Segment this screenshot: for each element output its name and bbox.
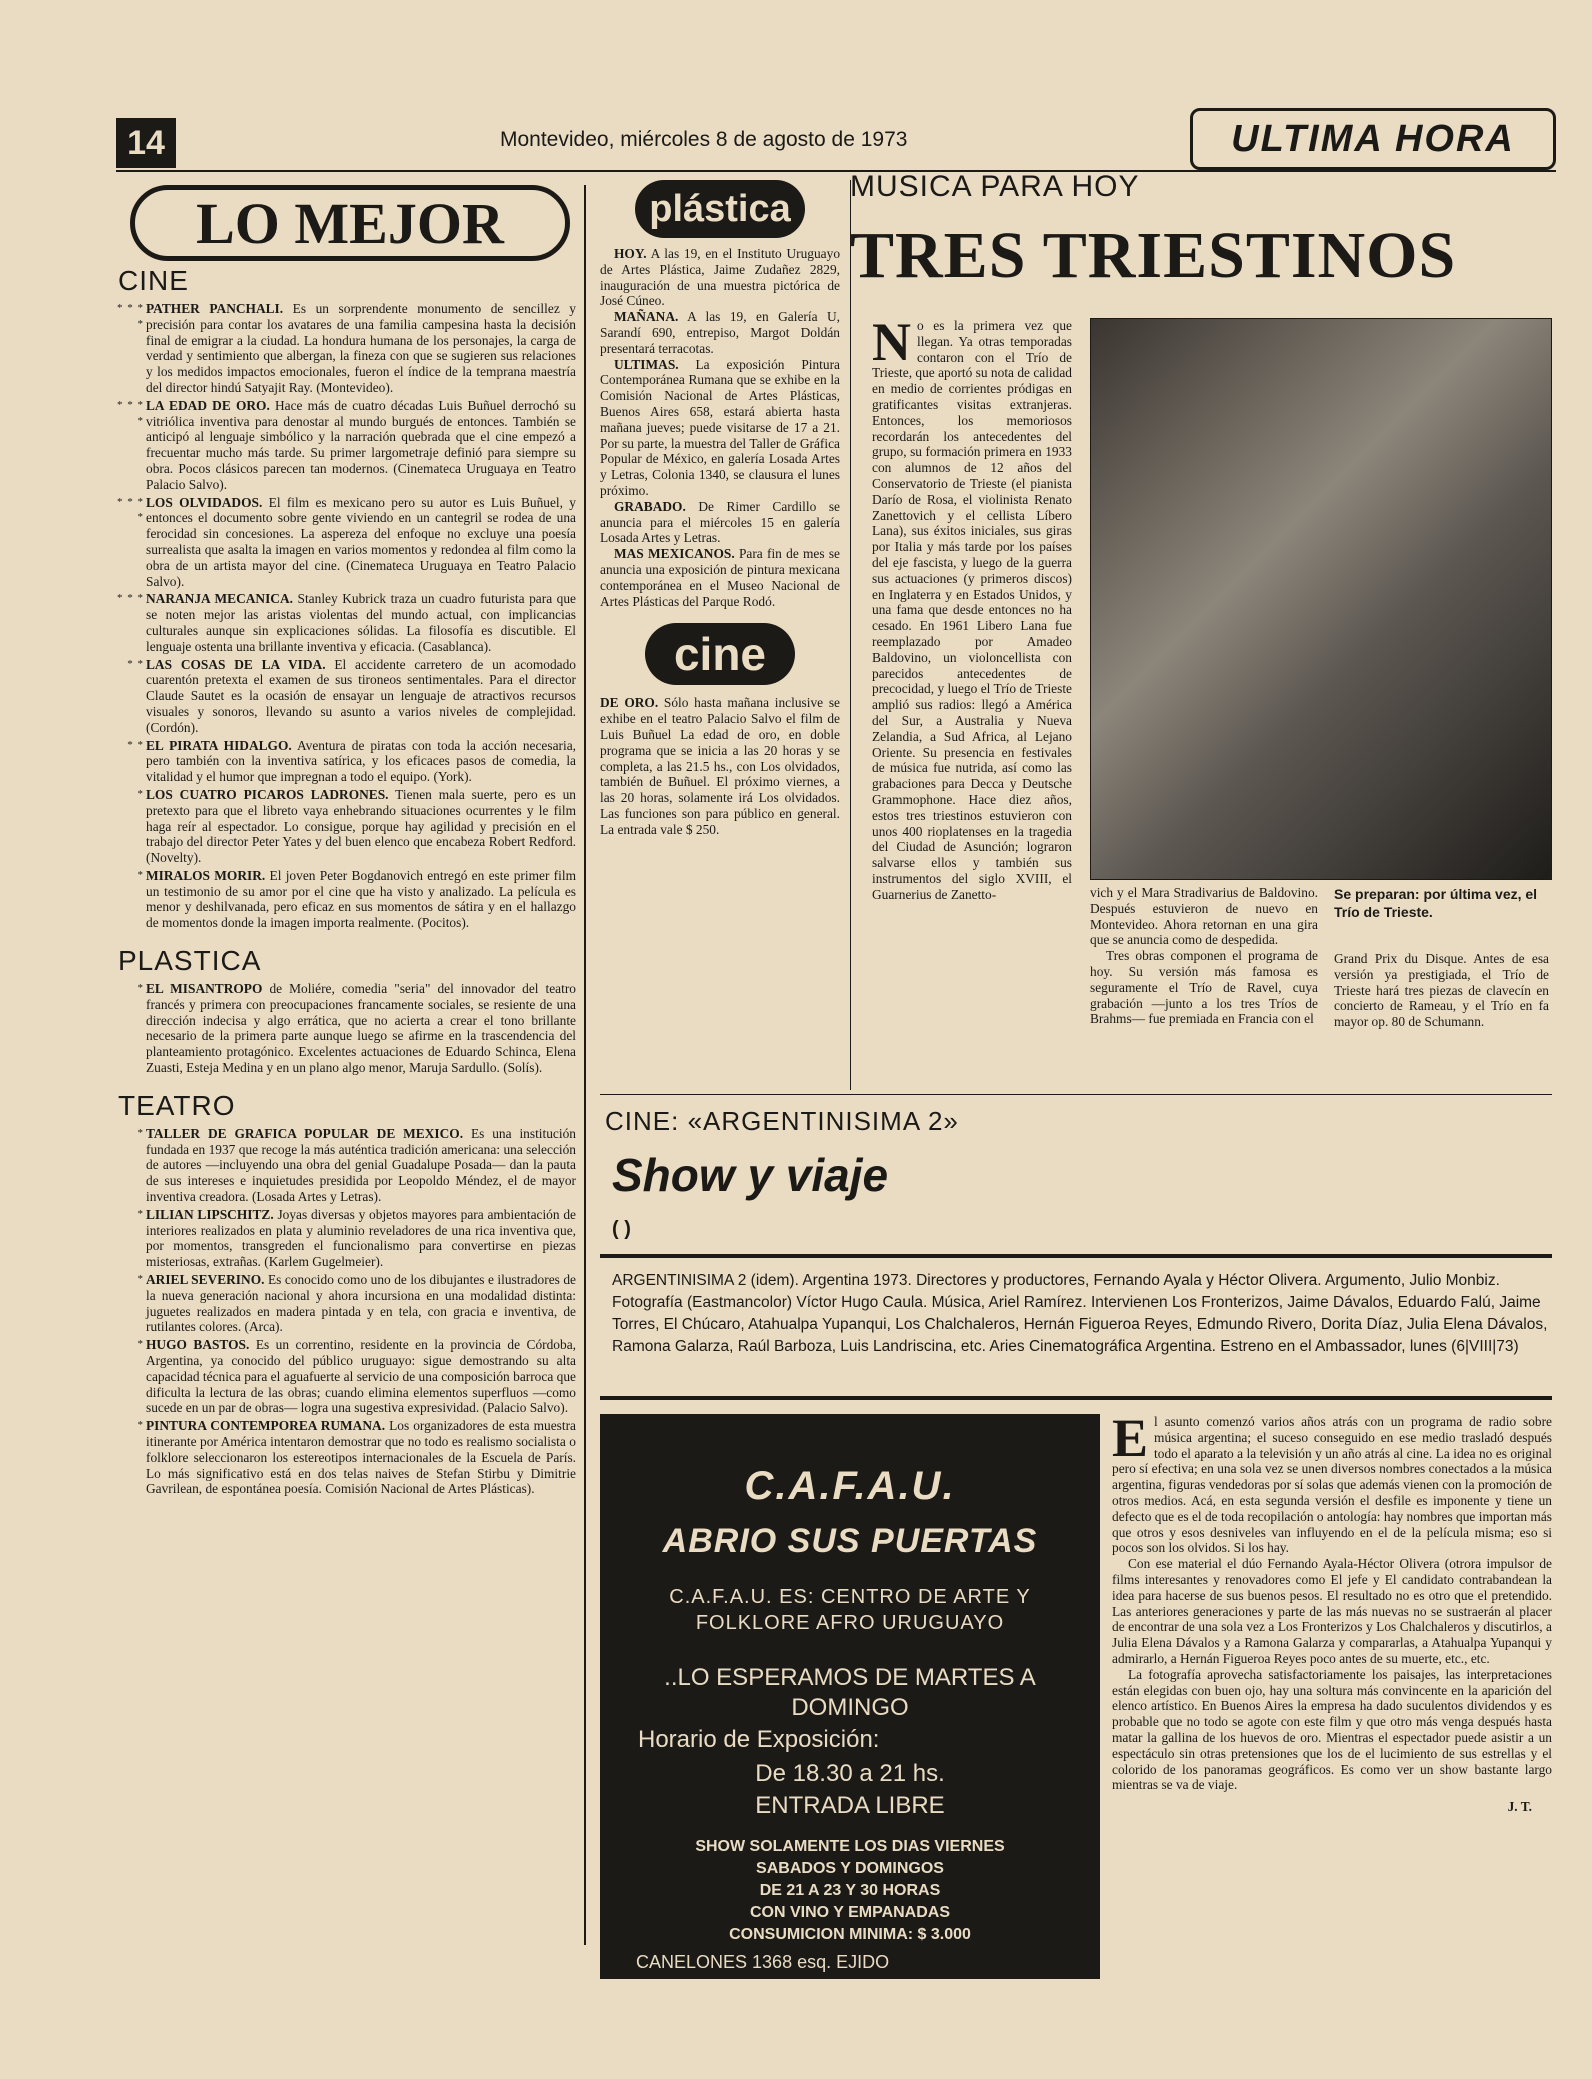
- cine-badge: cine: [645, 623, 795, 685]
- tres-col3-text: Grand Prix du Disque. Antes de esa versión ya prestigiada, el Trío de Trieste hará tres piezas de clavecín en concierto de Rameau, y el Trío en fa mayor op. 80 de Schumann.: [1334, 951, 1549, 1030]
- entry-title: MIRALOS MORIR.: [146, 867, 266, 883]
- rating-stars: *: [137, 1273, 144, 1286]
- ad-show3: DE 21 A 23 Y 30 HORAS: [759, 1882, 941, 1899]
- section-heading-teatro: TEATRO: [118, 1089, 236, 1121]
- entry-title: PATHER PANCHALI.: [146, 301, 284, 316]
- rating-stars: *: [137, 1338, 144, 1351]
- entry-text: Es una institución fundada en 1937 que recoge la más auténtica tradición americana: una selección de autores —incluyendo una obra del genial Guadalupe Posada— dan la pauta de sus intereses e inquietudes presidida por Leopoldo Méndez, el de mayor inventiva creadora. (Losada Artes y Letras).: [146, 1125, 576, 1205]
- credits-rule-top: [600, 1254, 1552, 1258]
- rating-stars: *: [137, 982, 144, 995]
- dropcap-n: N: [872, 312, 911, 372]
- agenda-text: Para fin de mes se anuncia una exposición de pintura mexicana contemporánea en el Museo Nacional de Artes Plásticas del Parque Rodó.: [600, 546, 840, 609]
- review-entry: [116, 981, 576, 1076]
- rating-stars: * * * *: [117, 398, 144, 427]
- review-entry: [116, 1207, 576, 1270]
- agenda-lead: MAÑANA.: [614, 309, 679, 325]
- entry-text: El film es mexicano pero su autor es Luis Buñuel, y entonces el documento sobre gente viviendo en un cantegril se rodea de una ferocidad sin concesiones. La aspereza del enfoque no excluye una poesía surrealista que asalta la imagen en varios momentos y redondea al film como la obra de un artista mayor del cine. (Cinemateca Uruguaya en Teatro Palacio Salvo).: [146, 494, 576, 589]
- rating-stars: * *: [127, 657, 144, 670]
- entry-text: Joyas diversas y objetos mayores para ambientación de interiores realizados en plata y aluminio reveladores de una rica inventiva que, por momentos, transgreden el funcionalismo para convertirse en piezas misteriosas, extrañas. (Karlem Gugelmeier).: [146, 1206, 576, 1270]
- column-divider-2: [850, 180, 851, 1090]
- ad-line3: Horario de Exposición:: [638, 1726, 880, 1753]
- column-divider: [584, 185, 586, 1945]
- page-number: 14: [116, 118, 176, 168]
- rating-stars: *: [137, 787, 144, 800]
- plastica-badge: plástica: [635, 180, 805, 238]
- rating-stars: *: [137, 1126, 144, 1139]
- tres-col2: [1090, 885, 1318, 1027]
- entry-text: Hace más de cuatro décadas Luis Buñuel derrochó su vitriólica inventiva para denostar al mundo burgués de entonces. También se anticipó al lenguaje simbólico y la narración quebrada que el cine empezó a frecuentar mucho más tarde. Su primer largometraje definió para siempre su obra. Pocos clásicos parecen tan modernos. (Cinemateca Uruguaya en Teatro Palacio Salvo).: [146, 397, 576, 492]
- entry-title: LOS CUATRO PICAROS LADRONES.: [146, 786, 389, 802]
- argentinisima-review: [1112, 1408, 1552, 1815]
- entry-text: Es un sorprendente monumento de sencillez y precisión para contar los avatares de una familia campesina hasta la decisión final de emigrar a la ciudad. La hondura humana de los personajes, la carga de verdad y sentimiento que albergan, la fineza con que se sugieren sus relaciones y los medidos impactos emocionales, fueron el índice de la temprana maestría del director hindú Satyajit Ray. (Montevideo).: [146, 301, 576, 395]
- review-entry: [116, 591, 576, 654]
- tres-col3: [1334, 885, 1549, 1030]
- review-entry: [116, 1272, 576, 1335]
- agenda-lead: MAS MEXICANOS.: [614, 546, 735, 562]
- agenda-text: La exposición Pintura Contemporánea Rumana que se exhibe en la Comisión Nacional de Artes Plásticas, Buenos Aires 658, estará abierta hasta mañana jueves; puede visitarse de 17 a 21. Por su parte, la muestra del Taller de Gráfica Popular de México, en galería Losada Artes y Letras, Colonia 1340, se clausura el lunes próximo.: [600, 356, 840, 498]
- lo-mejor-title: LO MEJOR: [130, 185, 570, 261]
- section-heading-plastica: PLASTICA: [118, 945, 262, 977]
- review-entry: [116, 1126, 576, 1205]
- entry-text: Es un correntino, residente en la provincia de Córdoba, Argentina, ya conocido del público uruguayo: sigue demostrando su alta capacidad técnica para el aguafuerte al servicio de una composición barroca que dificulta la lectura de las obras; cuando elimina elementos superfluos —como sucede en un par de obras— logra una sugestiva expresividad. (Palacio Salvo).: [146, 1337, 576, 1416]
- entry-title: LILIAN LIPSCHITZ.: [146, 1206, 274, 1222]
- ad-line2: DOMINGO: [791, 1694, 909, 1721]
- review-p1: l asunto comenzó varios años atrás con un programa de radio sobre música argentina; el suceso conseguido en ese medio trasladó después todo el aparato a la televisión y un año atrás al cine. La idea no es original pero sí efectiva; en una sola vez se unen diversos nombres conectados a la música argentina, figuras vendedoras por sí solas que además vienen con la promoción de otros medios. Acá, en esta segunda versión el desfile es imponente y tiene un defecto que es el de toda recopilación o antología: hay nombres que importan más que otros y esos desniveles van influyendo en el de la película misma; eso si pocos son los olvidos. Si los hay.: [1112, 1414, 1552, 1556]
- plastica-list: [116, 981, 576, 1076]
- ad-show1: SHOW SOLAMENTE LOS DIAS VIERNES: [695, 1838, 1005, 1855]
- teatro-list: [116, 1126, 576, 1497]
- ad-sub2: FOLKLORE AFRO URUGUAYO: [695, 1612, 1005, 1634]
- agenda-item: [600, 546, 840, 609]
- agenda-item: [600, 499, 840, 546]
- review-entry: [116, 738, 576, 785]
- argentinisima-kicker: CINE: «ARGENTINISIMA 2»: [605, 1106, 959, 1136]
- agenda-lead: GRABADO.: [614, 498, 686, 514]
- tres-col1: [872, 312, 1072, 902]
- ad-address: CANELONES 1368 esq. EJIDO: [636, 1952, 890, 1972]
- dateline: Montevideo, miércoles 8 de agosto de 1973: [500, 128, 908, 151]
- review-entry: [116, 301, 576, 396]
- cine-agenda-body: Sólo hasta mañana inclusive se exhibe en el teatro Palacio Salvo el film de Luis Buñuel La edad de oro, en doble programa que se inicia a las 20 horas y se completa, a las 21.5 hs., con Los olvidados, también de Buñuel. El próximo viernes, a las 20 horas, solamente irá Los olvidados. Las funciones son para público en general. La entrada vale $ 250.: [600, 695, 840, 837]
- rating-stars: *: [137, 1419, 144, 1432]
- review-signature: J. T.: [1507, 1799, 1532, 1815]
- entry-text: Los organizadores de esta muestra itinerante por América intentaron demostrar que no todo es realismo socialista o folklore seleccionaron los estereotipos internacionales de la Escuela de París. Lo más significativo está en dos telas naives de Stefan Stirbu y Dimitrie Gavrilean, de espontánea poesía. Comisión Nacional de Artes Plásticas).: [146, 1418, 576, 1497]
- cine-agenda-text: [600, 695, 840, 837]
- review-entry: [116, 787, 576, 866]
- photo-caption: Se preparan: por última vez, el Trío de Trieste.: [1334, 886, 1538, 920]
- section-rule: [600, 1094, 1552, 1095]
- plastica-agenda-column: [600, 180, 840, 838]
- ad-headline: ABRIO SUS PUERTAS: [662, 1522, 1038, 1560]
- cine-list: [116, 301, 576, 931]
- entry-title: HUGO BASTOS.: [146, 1337, 250, 1353]
- review-entry: [116, 657, 576, 736]
- header-rule: [116, 170, 1556, 172]
- entry-title: LA EDAD DE ORO.: [146, 397, 270, 413]
- review-p3: La fotografía aprovecha satisfactoriamente los paisajes, las interpretaciones están elegidas con buen ojo, hay una soltura más convincente en la aparición del elenco artístico. En Buenos Aires la empresa ha dado suculentos dividendos y es probable que no todo se agote con este film y que otro más venga después hasta matar la gallina de los huevos de oro. Mientras el espectador puede asistir a un espectáculo sin otras pretensiones que los de el lucimiento de sus estrellas y el colorido de los panoramas geográficos. Es como ver un show bastante largo mientras se va de viaje.: [1112, 1666, 1552, 1793]
- review-entry: [116, 868, 576, 931]
- argentinisima-paren: ( ): [612, 1218, 631, 1240]
- review-entry: [116, 398, 576, 493]
- entry-title: EL PIRATA HIDALGO.: [146, 737, 292, 753]
- film-credits: ARGENTINISIMA 2 (idem). Argentina 1973. Directores y productores, Fernando Ayala y Héctor Olivera. Argumento, Julio Monbiz. Fotografía (Eastmancolor) Víctor Hugo Caula. Música, Ariel Ramírez. Intervienen Los Fronterizos, Jaime Dávalos, Eduardo Falú, Jaime Torres, El Chúcaro, Atahualpa Yupanqui, Los Chalchaleros, Hernán Figueroa Reyes, Edmundo Rivero, Dorita Díaz, Julia Elena Dávalos, Ramona Galarza, Raúl Barboza, Luis Landriscina, etc. Aries Cinematográfica Argentina. Estreno en el Ambassador, lunes (6|VIII|73): [612, 1272, 1548, 1355]
- entry-text: Es conocido como uno de los dibujantes e ilustradores de la nueva generación nacional y ahora incursiona en una modalidad distinta: juguetes realizados en madera pintada y en tela, con gracia e inventiva, de rutilantes colores. (Arca).: [146, 1272, 576, 1335]
- ad-show2: SABADOS Y DOMINGOS: [756, 1860, 944, 1877]
- entry-title: ARIEL SEVERINO.: [146, 1272, 265, 1288]
- agenda-item: [600, 246, 840, 309]
- entry-title: NARANJA MECANICA.: [146, 591, 293, 607]
- rating-stars: * * * *: [117, 302, 144, 330]
- agenda-lead: HOY.: [614, 246, 647, 261]
- entry-title: EL MISANTROPO: [146, 981, 263, 997]
- entry-title: PINTURA CONTEMPOREA RUMANA.: [146, 1418, 386, 1434]
- ad-show4: CON VINO Y EMPANADAS: [749, 1904, 951, 1921]
- review-entry: [116, 495, 576, 590]
- entry-text: de Moliére, comedia "seria" del innovador del teatro francés y primera con preocupaciones francamente sociales, se resiente de una dirección indecisa y algo errática, que no acierta a crear el tono brillante necesario de la primera parte aunque luego se afirme en la trascendencia del planteamiento protagónico. Excelentes actuaciones de Eduardo Schinca, Elena Zuasti, Esteja Medina y en un plano algo menor, Maruja Sardullo. (Solís).: [146, 981, 576, 1076]
- music-headline: TRES TRIESTINOS: [850, 219, 1457, 292]
- agenda-item: [600, 357, 840, 499]
- agenda-text: De Rimer Cardillo se anuncia para el miércoles 15 en galería Losada Artes y Letras.: [600, 498, 840, 546]
- review-entry: [116, 1418, 576, 1497]
- ad-show5: CONSUMICION MINIMA: $ 3.000: [729, 1926, 971, 1943]
- ad-sub1: C.A.F.A.U. ES: CENTRO DE ARTE Y: [669, 1586, 1031, 1608]
- rating-stars: * * * *: [117, 495, 144, 524]
- agenda-lead: ULTIMAS.: [614, 356, 679, 372]
- review-entry: [116, 1337, 576, 1416]
- ad-line5: ENTRADA LIBRE: [755, 1792, 945, 1819]
- tres-col2b-text: Tres obras componen el programa de hoy. Su versión más famosa es seguramente el Trío de Ravel, cuya grabación —junto a los tres Tríos de Brahms— fue premiada en Francia con el: [1090, 948, 1318, 1027]
- rating-stars: * * *: [117, 592, 144, 605]
- ad-line4: De 18.30 a 21 hs.: [755, 1760, 945, 1787]
- agenda-text: A las 19, en el Instituto Uruguayo de Artes Plástica, Jaime Zudañez 2829, inauguración de una muestra pictórica de José Cúneo.: [600, 246, 841, 309]
- entry-title: LOS OLVIDADOS.: [146, 494, 263, 510]
- cafau-advertisement: [600, 1414, 1100, 1979]
- credits-rule-bottom: [600, 1396, 1552, 1400]
- trio-photo: [1090, 318, 1552, 880]
- entry-title: LAS COSAS DE LA VIDA.: [146, 656, 326, 672]
- argentinisima-title: Show y viaje: [612, 1149, 889, 1201]
- dropcap-e: E: [1112, 1408, 1149, 1468]
- rating-stars: * *: [127, 738, 144, 751]
- entry-title: TALLER DE GRAFICA POPULAR DE MEXICO.: [146, 1125, 464, 1141]
- entry-text: Tienen mala suerte, pero es un pretexto para que el libreto vaya enhebrando situaciones ocurrentes y le film haga reír al espectador. Lo consigue, porque hay agilidad y precisión en el trabajo del director Peter Yates y del buen elenco que encabeza Robert Redford. (Novelty).: [146, 786, 576, 866]
- plastica-agenda: [600, 246, 840, 609]
- lo-mejor-column: [116, 185, 576, 1499]
- music-kicker: MUSICA PARA HOY: [850, 170, 1140, 203]
- agenda-item: [600, 309, 840, 356]
- entry-text: Stanley Kubrick traza un cuadro futurista para que se noten mejor las aristas violentas del mundo actual, con implicancias culturales aunque sin explicaciones sólidas. La filosofía es discutible. El lenguaje ostenta una brillante inventiva y eficacia. (Casablanca).: [146, 591, 577, 654]
- ad-org: C.A.F.A.U.: [744, 1464, 956, 1508]
- tres-col1-text: o es la primera vez que llegan. Ya otras temporadas contaron con el Trío de Trieste, que aportó su nota de calidad en medio de corrientes pródigas en gratificantes visitas extranjeras. Entonces, los memoriosos recordarán los antecedentes del grupo, su formación primera en 1933 con alumnos de 12 años del Conservatorio de Trieste (el pianista Darío de Rosa, el violinista Renato Zanettovich y el cellista Líbero Lana), sus éxitos iniciales, sus giras por Italia y más tarde por los países del eje fascista, y luego de la guerra sus actuaciones (y primeros discos) en Inglaterra y en Estados Unidos, y una fama que desde entonces no ha cesado. En 1961 Libero Lana fue reemplazado por Amadeo Baldovino, un violoncellista con parecidos antecedentes de precocidad, y luego el Trío de Trieste amplió sus radios: llegó a América del Sur, a Australia y Nueva Zelandia, a Sud Africa, al Lejano Oriente. Su presencia en festivales de música fue nutrida, así como las grabaciones para Decca y Deutsche Grammophone. Hace diez años, estos tres triestinos estuvieron con unos 400 rioplatenses en la tragedia del Ciudad de Asunción; lograron salvarse ellos y también sus instrumentos del siglo XVIII, el Guarnerius de Zanetto-: [872, 318, 1072, 902]
- entry-text: El joven Peter Bogdanovich entregó en este primer film un testimonio de su amor por el cine que ha visto y analizado. La película es menor y deshilvanada, pero eficaz en sus momentos de sátira y en el hallazgo de momentos donde la imagen importa realmente. (Pocitos).: [146, 867, 576, 931]
- ad-line1: ..LO ESPERAMOS DE MARTES A: [664, 1664, 1036, 1691]
- rating-stars: *: [137, 1207, 144, 1220]
- tres-col2-text: vich y el Mara Stradivarius de Baldovino. Después estuvieron de nuevo en Montevideo. Ahora retornan en una gira que se anuncia como de despedida.: [1090, 885, 1318, 948]
- entry-text: Aventura de piratas con toda la acción necesaria, pero también con la inventiva satírica, y los eficaces pasos de comedia, la vitalidad y el humor que impregnan a todo el equipo. (York).: [146, 737, 576, 785]
- agenda-text: A las 19, en Galería U, Sarandí 690, entrepiso, Margot Doldán presentará terracotas.: [600, 309, 841, 356]
- section-heading-cine: CINE: [118, 265, 189, 296]
- review-p2: Con ese material el dúo Fernando Ayala-Héctor Olivera (otrora impulsor de films interesantes y renovadores como El jefe y El candidato contrabandean la idea para hacerse de sus buenos pesos. El resultado no es otro que el pretendido. Las anteriores generaciones y parte de las más nuevas no se sustraerán al placer de encontrar de una sola vez a Los Fronterizos y Los Chalchaleros y discutirlos, a Julia Elena Dávalos y a Ramona Galarza y compararlas, a Atahualpa Yupanqui y admirarlo, a Hernán Figueroa Reyes poco antes de su muerte, etc., etc.: [1112, 1556, 1552, 1666]
- masthead-logo: ULTIMA HORA: [1190, 108, 1556, 170]
- entry-text: El accidente carretero de un acomodado cuarentón pretexta el examen de sus tironeos sentimentales. Para el director Claude Sautet es la ocasión de ensayar un lenguaje de atractivos recursos visuales y sonoros, llevando su asunto a varios niveles de complejidad. (Cordón).: [146, 656, 576, 735]
- cine-agenda-lead: DE ORO.: [600, 695, 659, 711]
- rating-stars: *: [137, 868, 144, 881]
